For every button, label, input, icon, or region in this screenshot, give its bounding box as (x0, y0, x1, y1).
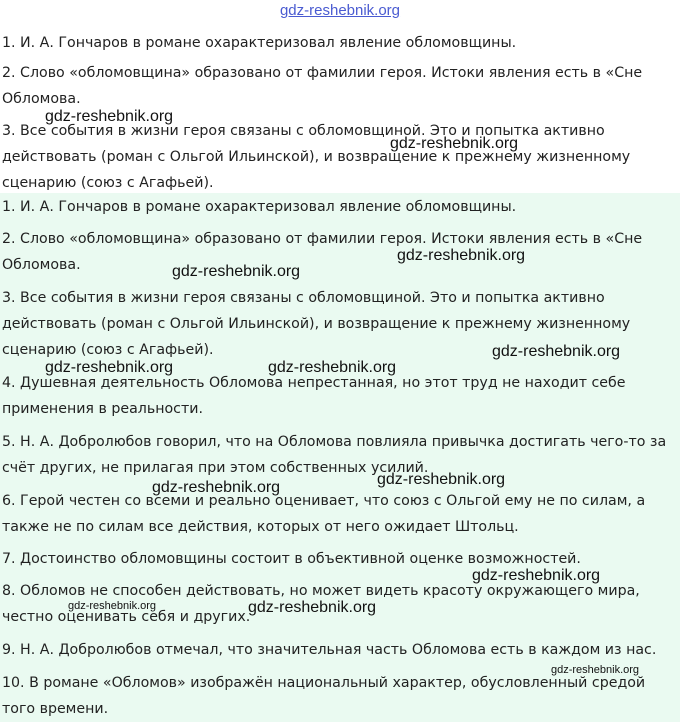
watermark: gdz-reshebnik.org (397, 247, 526, 264)
answer-paragraph-7: 7. Достоинство обломовщины состоит в объективной оценке возможностей. (2, 551, 581, 567)
answer-paragraph-8: 8. Обломов не способен действовать, но может видеть красоту окружающего мира, честно оценивать себя и других. (2, 583, 640, 625)
watermark: gdz-reshebnik.org (152, 479, 281, 496)
watermark: gdz-reshebnik.org (68, 600, 157, 612)
answer-paragraph-9: 9. Н. А. Добролюбов отмечал, что значительная часть Обломова есть в каждом из нас. (2, 642, 657, 658)
answer-paragraph-1: 1. И. А. Гончаров в романе охарактеризовал явление обломовщины. (2, 199, 517, 215)
answer-paragraph-3: 3. Все события в жизни героя связаны с обломовщиной. Это и попытка активно действовать (роман с Ольгой Ильинской), и возвращение к прежнему жизненному сценарию (союз с Агафьей). (2, 290, 631, 358)
watermark: gdz-reshebnik.org (45, 359, 174, 376)
answer-paragraph-1: 1. И. А. Гончаров в романе охарактеризовал явление обломовщины. (2, 35, 517, 51)
watermark: gdz-reshebnik.org (390, 135, 519, 152)
answer-paragraph-4: 4. Душевная деятельность Обломова непрестанная, но этот труд не находит себе применения в реальности. (2, 375, 626, 417)
watermark: gdz-reshebnik.org (377, 471, 506, 488)
answer-paragraph-6: 6. Герой честен со всеми и реально оценивает, что союз с Ольгой ему не по силам, а также не по силам все действия, которых от него ожидает Штольц. (2, 493, 646, 535)
watermark: gdz-reshebnik.org (268, 359, 397, 376)
answer-paragraph-3: 3. Все события в жизни героя связаны с обломовщиной. Это и попытка активно действовать (роман с Ольгой Ильинской), и возвращение к прежнему жизненному сценарию (союз с Агафьей). (2, 123, 631, 191)
header-watermark-link[interactable]: gdz-reshebnik.org (279, 2, 401, 19)
watermark: gdz-reshebnik.org (248, 599, 377, 616)
watermark: gdz-reshebnik.org (492, 343, 621, 360)
watermark: gdz-reshebnik.org (551, 664, 640, 676)
answer-paragraph-10: 10. В романе «Обломов» изображён национальный характер, обусловленный средой того времени. (2, 675, 646, 717)
answer-paragraph-2: 2. Слово «обломовщина» образовано от фамилии героя. Истоки явления есть в «Сне Обломова. (2, 231, 643, 273)
watermark: gdz-reshebnik.org (472, 567, 601, 584)
answer-paragraph-2: 2. Слово «обломовщина» образовано от фамилии героя. Истоки явления есть в «Сне Обломова. (2, 65, 643, 107)
answer-block-second (0, 193, 680, 722)
watermark: gdz-reshebnik.org (172, 263, 301, 280)
answer-paragraph-5: 5. Н. А. Добролюбов говорил, что на Обломова повлияла привычка достигать чего-то за счёт других, не прилагая при этом собственных усилий. (2, 434, 667, 476)
watermark: gdz-reshebnik.org (45, 108, 174, 125)
